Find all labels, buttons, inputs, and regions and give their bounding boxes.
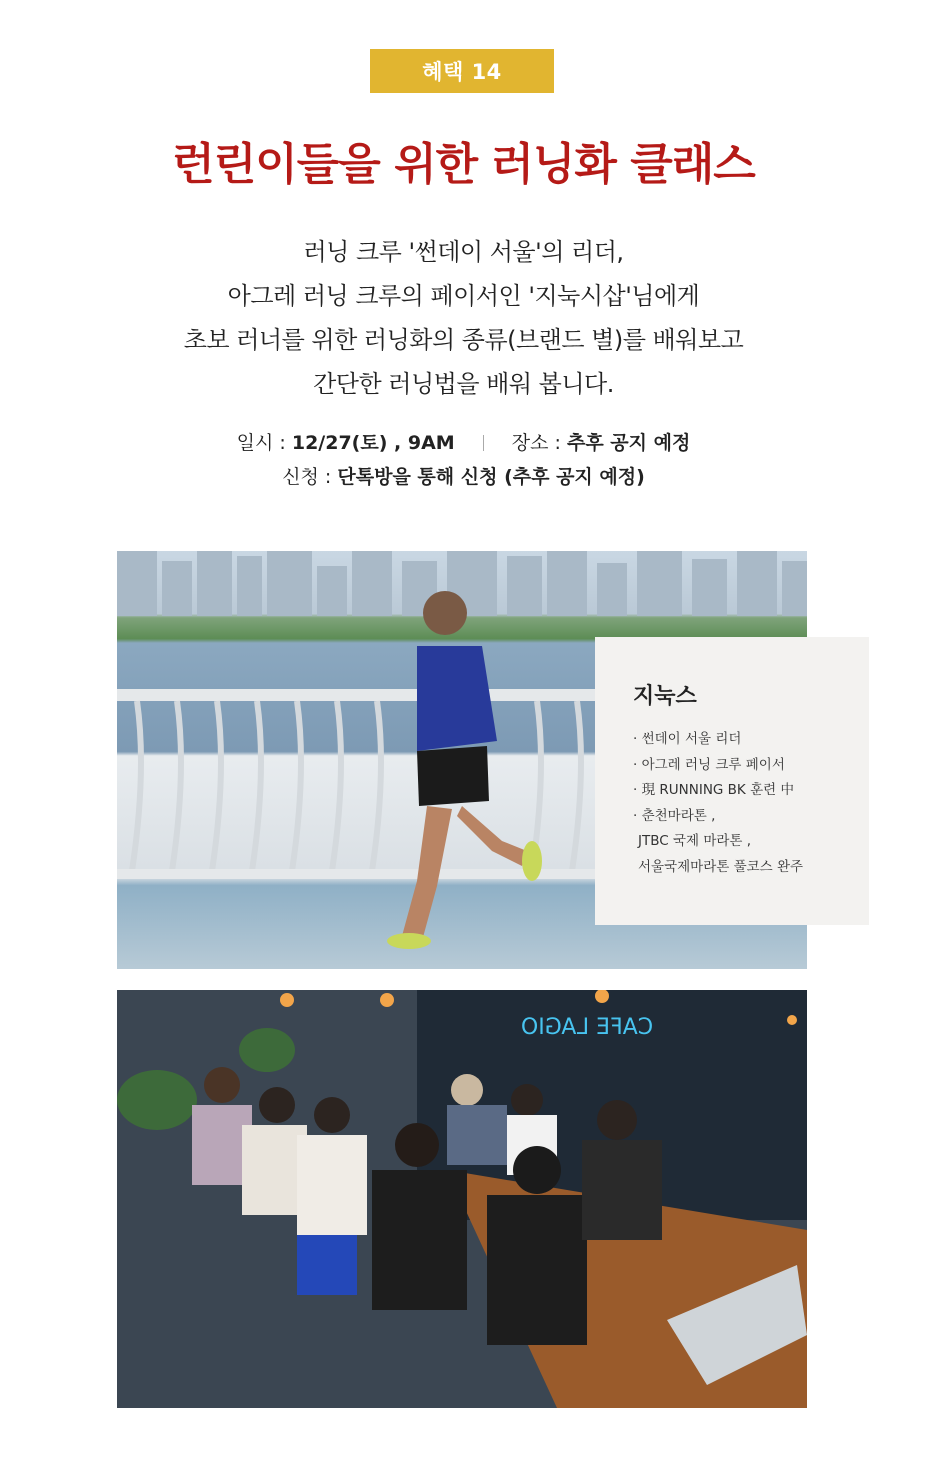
description-line: 간단한 러닝법을 배워 봅니다. — [313, 370, 614, 398]
place-label: 장소 : — [511, 432, 567, 454]
cafe-sign: CAFE LAGIO — [520, 1015, 654, 1040]
info-row-date-place — [0, 426, 927, 460]
list-item: JTBC 국제 마라톤 , — [638, 833, 752, 849]
profile-list — [633, 727, 803, 880]
list-item: · 썬데이 서울 리더 — [633, 731, 742, 747]
list-item: · 춘천마라톤 , — [633, 807, 716, 824]
profile-name: 지눅스 — [633, 684, 697, 709]
apply-label: 신청 : — [282, 466, 338, 488]
page-title: 런린이들을 위한 러닝화 클래스 — [172, 139, 755, 190]
description — [0, 230, 927, 406]
event-info — [0, 426, 927, 494]
date-label: 일시 : — [236, 432, 292, 454]
apply-value: 단톡방을 통해 신청 (추후 공지 예정) — [337, 466, 645, 488]
place-value: 추후 공지 예정 — [566, 432, 691, 454]
divider — [483, 435, 484, 451]
profile-card — [595, 637, 869, 925]
group-photo-illustration — [117, 990, 807, 1408]
list-item: · 아그레 러닝 크루 페이서 — [633, 756, 785, 773]
description-line: 아그레 러닝 크루의 페이서인 '지눅시삽'님에게 — [227, 282, 700, 310]
railing-bars — [132, 701, 661, 871]
list-item: · 現 RUNNING BK 훈련 中 — [633, 782, 794, 798]
group-photo — [117, 990, 807, 1408]
runner — [387, 591, 542, 949]
date-value: 12/27(토) , 9AM — [291, 432, 455, 454]
benefit-badge: 혜택 14 — [370, 49, 554, 93]
description-line: 러닝 크루 '썬데이 서울'의 리더, — [303, 238, 624, 266]
info-row-apply — [0, 460, 927, 494]
description-line: 초보 러너를 위한 러닝화의 종류(브랜드 별)를 배워보고 — [183, 326, 744, 354]
list-item: 서울국제마라톤 풀코스 완주 — [638, 858, 804, 875]
